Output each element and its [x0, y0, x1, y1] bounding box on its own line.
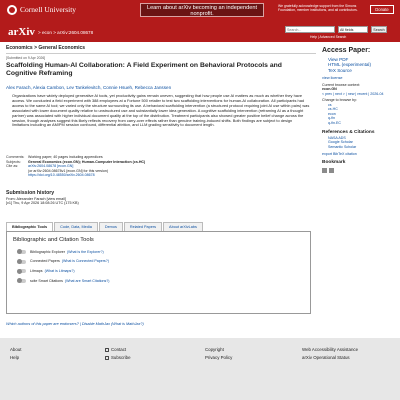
submitted-date: [Submitted on 9 Apr 2026]	[6, 56, 46, 60]
tab-bibliographic-tools[interactable]: Bibliographic Tools	[6, 222, 53, 231]
tab-about-arxivlabs[interactable]: About arXivLabs	[163, 222, 203, 231]
toggle-litmaps[interactable]: Litmaps (What is Litmaps?)	[17, 269, 304, 274]
google-scholar-link[interactable]: Google Scholar	[328, 140, 353, 145]
footer	[0, 338, 400, 400]
submission-history	[6, 191, 306, 206]
cornell-bar	[0, 0, 400, 20]
tab-panel-heading: Bibliographic and Citation Tools	[13, 237, 94, 243]
browse-context-value: econ.GN	[322, 87, 337, 92]
toggle-switch[interactable]	[17, 250, 26, 254]
change-browse-label: Change to browse by:	[322, 98, 357, 103]
footer-about-link[interactable]: About	[10, 347, 22, 352]
browse-by-q-fin-ec[interactable]: q-fin.EC	[328, 121, 341, 125]
references-heading: References & Citations	[322, 129, 375, 135]
tex-source-link[interactable]: TeX Source	[328, 67, 352, 73]
search-input[interactable]: Search...	[285, 26, 335, 33]
envelope-icon	[105, 348, 109, 352]
cornell-university-link[interactable]: Cornell University	[20, 5, 77, 14]
doi-link[interactable]: https://doi.org/10.48550/arXiv.2604.08678	[28, 173, 95, 178]
acknowledgement-text: We gratefully acknowledge support from the Simons Foundation, member institutions, and all contributors.	[278, 4, 358, 13]
tab-code-data-media[interactable]: Code, Data, Media	[54, 222, 98, 231]
browse-by-cs-hc[interactable]: cs.HC	[328, 107, 338, 112]
browse-by-q-fin[interactable]: q-fin	[328, 116, 335, 121]
view-pdf-link[interactable]: View PDF	[328, 57, 349, 63]
toggle-switch[interactable]	[17, 260, 26, 264]
bookmark-icon[interactable]	[329, 168, 334, 173]
search-button[interactable]: Search	[371, 26, 387, 33]
bookmark-icons	[322, 168, 396, 173]
view-license-link[interactable]: view license	[322, 75, 343, 80]
tab-panel	[6, 232, 311, 314]
author-list[interactable]: Alex Farach, Alexia Cambon, Lev Tankelevitch, Connie Hsueh, Rebecca Janssen	[6, 85, 172, 90]
submission-history-heading: Submission history	[6, 190, 55, 196]
footer-contact-link[interactable]: Contact	[105, 346, 131, 354]
cornell-seal-icon[interactable]	[7, 5, 17, 15]
footer-accessibility-link[interactable]: Web Accessibility Assistance	[302, 347, 359, 352]
subjects-label: Subjects:	[6, 159, 21, 164]
footer-status-link[interactable]: arXiv Operational Status	[302, 355, 350, 360]
bookmark-icon[interactable]	[322, 168, 327, 173]
toggle-connected-papers[interactable]: Connected Papers (What is Connected Papers?)	[17, 259, 304, 264]
breadcrumb[interactable]: > econ > arXiv:2604.08678	[38, 30, 94, 35]
footer-col-1	[10, 346, 21, 362]
nasa-ads-link[interactable]: NASA ADS	[328, 135, 346, 140]
footer-col-4	[302, 346, 358, 362]
browse-context-label: Current browse context:	[322, 82, 361, 87]
bookmark-heading: Bookmark	[322, 160, 346, 166]
semantic-scholar-link[interactable]: Semantic Scholar	[328, 145, 357, 150]
search-field-select[interactable]: All fields	[338, 26, 368, 33]
comments-label: Comments:	[6, 155, 25, 159]
arxivlabs-tabs	[6, 222, 311, 232]
toggle-switch[interactable]	[17, 269, 26, 273]
comments-value: Working paper; 40 pages including appendices	[28, 155, 103, 159]
abstract-text: Organizations have widely deployed generative AI tools, yet productivity gains remain uneven, suggesting that how people use AI matters as much as whether they have access. We conducted a field experiment with 388 employees at a Fortune 500 retailer to test two scaffolding interventions for human-AI collaboration. All participants had access to the same AI tool; we varied only the structure surrounding its use. A behavioral scaffolding intervention (a structured protocol requiring joint AI use within pairs) was associated with lower document quality relative to unstructured use and substantially lower idea generation. A cognitive scaffolding intervention (reframing AI as a thought partner) was associated with higher individual document quality at the top of the distribution. Treatment participants also showed greater positive belief change across the session, though analyses suggest this likely reflects recovery from carry-over effects rather than genuine training-induced shifts. Both findings are subject to design limitations including an AM/PM session confound, differential attrition, and LLM grading sensitivity to document length.	[12, 93, 310, 128]
browse-by-cs[interactable]: cs	[328, 102, 332, 107]
donate-button[interactable]: Donate	[370, 5, 394, 14]
submitter-line[interactable]: From: Alexander Farach [view email]	[6, 196, 66, 201]
browse-by-econ[interactable]: econ	[328, 111, 336, 116]
version-v1[interactable]: [v1] Thu, 9 Apr 2026 18:08:26 UTC (175 KB)	[6, 201, 79, 206]
footer-help-link[interactable]: Help	[10, 355, 20, 360]
arxiv-logo[interactable]: arXiv	[8, 26, 35, 38]
toggle-switch[interactable]	[17, 279, 26, 283]
metadata-table	[6, 155, 306, 178]
export-bibtex-link[interactable]: export BibTeX citation	[322, 151, 357, 156]
access-paper-heading: Access Paper:	[322, 47, 371, 54]
nonprofit-banner-link[interactable]: Learn about arXiv becoming an independent nonprofit.	[140, 3, 264, 17]
cite-label: Cite as:	[6, 164, 19, 169]
arxiv-header	[0, 20, 400, 42]
footer-subscribe-link[interactable]: Subscribe	[105, 354, 131, 362]
category-heading: Economics > General Economics	[6, 45, 316, 54]
help-advanced-links[interactable]: Help | Advanced Search	[310, 35, 347, 39]
footer-copyright-link[interactable]: Copyright	[205, 347, 224, 352]
cite-version[interactable]: (or arXiv:2604.08678v1 [econ.GN] for this version)	[28, 168, 109, 173]
browse-nav-links[interactable]: < prev | next > | new | recent | 2026-04	[322, 91, 384, 96]
tab-related-papers[interactable]: Related Papers	[124, 222, 162, 231]
toggle-bibliographic-explorer[interactable]: Bibliographic Explorer (What is the Explorer?)	[17, 250, 304, 255]
tab-demos[interactable]: Demos	[99, 222, 123, 231]
endorsers-mathjax-links[interactable]: Which authors of this paper are endorsers? | Disable MathJax (What is MathJax?)	[6, 322, 144, 326]
mail-icon	[105, 356, 109, 360]
footer-privacy-link[interactable]: Privacy Policy	[205, 355, 233, 360]
access-sidebar	[322, 46, 396, 173]
toggle-scite[interactable]: scite Smart Citations (What are Smart Citations?)	[17, 279, 304, 284]
cite-as-link[interactable]: arXiv:2604.08678 [econ.GN]	[28, 164, 74, 169]
paper-title: Scaffolding Human-AI Collaboration: A Field Experiment on Behavioral Protocols and Cognitive Reframing	[6, 62, 282, 77]
subjects-value: General Economics (econ.GN); Human-Computer Interaction (cs.HC)	[28, 159, 146, 164]
footer-col-2	[105, 346, 131, 362]
html-experimental-link[interactable]: HTML (experimental)	[328, 62, 371, 68]
footer-col-3	[205, 346, 232, 362]
